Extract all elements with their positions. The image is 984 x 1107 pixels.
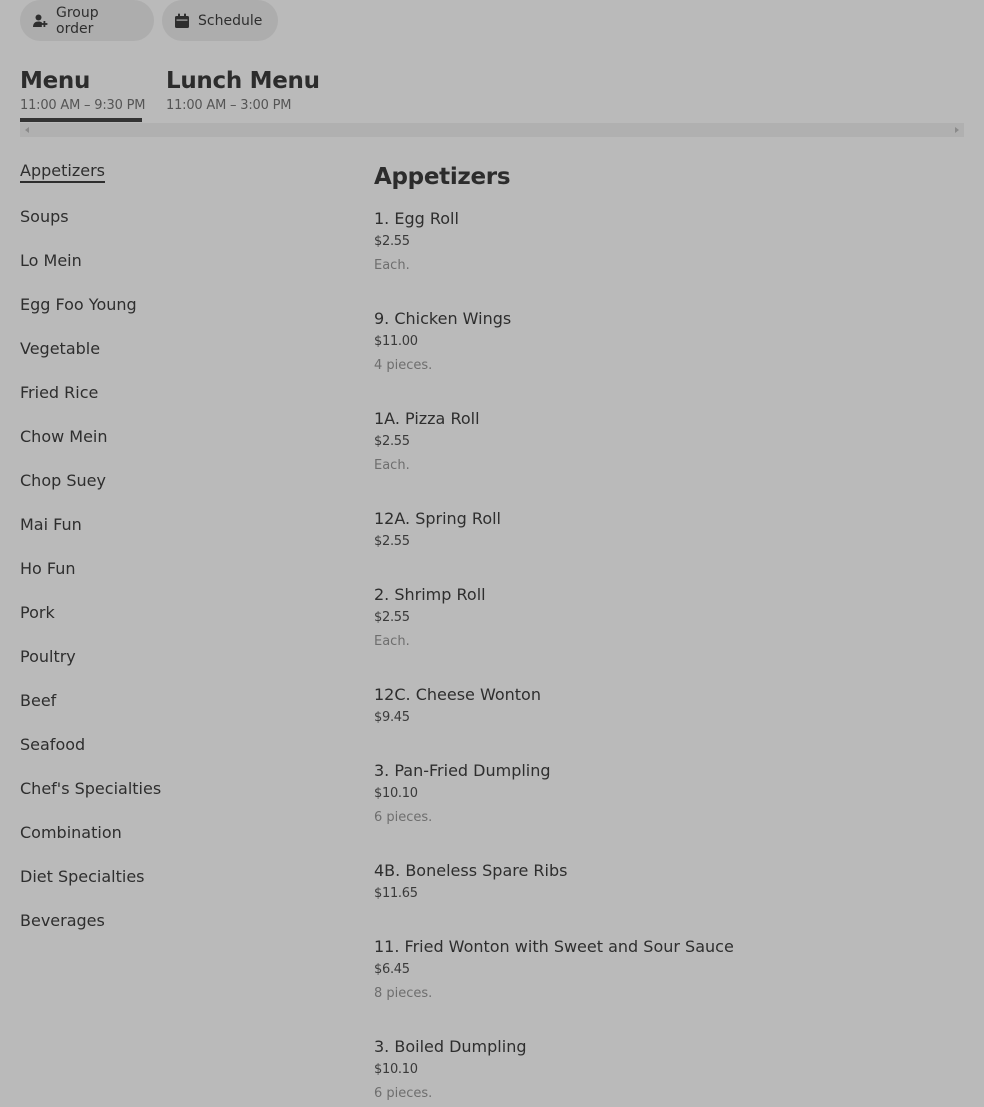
item-price: $2.55 — [374, 534, 410, 549]
item-name: 3. Boiled Dumpling — [374, 1037, 527, 1056]
sidebar-item-soups[interactable]: Soups — [20, 207, 69, 226]
item-description: Each. — [374, 258, 410, 273]
item-name: 11. Fried Wonton with Sweet and Sour Sauce — [374, 937, 734, 956]
sidebar-item-diet-specialties[interactable]: Diet Specialties — [20, 867, 145, 886]
sidebar-item-beverages[interactable]: Beverages — [20, 911, 105, 930]
menu-item[interactable] — [374, 209, 459, 274]
item-price: $2.55 — [374, 610, 410, 625]
item-description: 8 pieces. — [374, 986, 433, 1001]
tab-menu-hours: 11:00 AM – 9:30 PM — [20, 98, 146, 113]
group-order-button[interactable] — [20, 0, 154, 41]
horizontal-scrollbar[interactable] — [20, 123, 964, 137]
sidebar-item-ho-fun[interactable]: Ho Fun — [20, 559, 76, 578]
menu-item[interactable] — [374, 761, 551, 826]
sidebar-item-lo-mein[interactable]: Lo Mein — [20, 251, 82, 270]
item-name: 9. Chicken Wings — [374, 309, 512, 328]
schedule-label: Schedule — [198, 12, 263, 29]
item-price: $10.10 — [374, 786, 418, 801]
item-name: 4B. Boneless Spare Ribs — [374, 861, 568, 880]
tab-lunch-menu-title: Lunch Menu — [166, 68, 320, 94]
tab-lunch-menu[interactable] — [166, 66, 320, 114]
sidebar-item-mai-fun[interactable]: Mai Fun — [20, 515, 82, 534]
menu-item[interactable] — [374, 685, 541, 726]
group-order-label: Group order — [56, 4, 99, 37]
item-description: 6 pieces. — [374, 1086, 433, 1101]
menu-item[interactable] — [374, 585, 486, 650]
item-description: 4 pieces. — [374, 358, 433, 373]
scroll-right-icon[interactable] — [955, 127, 959, 133]
item-description: Each. — [374, 634, 410, 649]
item-name: 1. Egg Roll — [374, 209, 459, 228]
calendar-icon — [174, 13, 190, 29]
sidebar-item-pork[interactable]: Pork — [20, 603, 55, 622]
section-title: Appetizers — [374, 164, 511, 190]
sidebar-item-poultry[interactable]: Poultry — [20, 647, 76, 666]
item-price: $10.10 — [374, 1062, 418, 1077]
sidebar-item-chefs-specialties[interactable]: Chef's Specialties — [20, 779, 162, 798]
sidebar-item-chop-suey[interactable]: Chop Suey — [20, 471, 106, 490]
sidebar-item-seafood[interactable]: Seafood — [20, 735, 86, 754]
item-name: 12C. Cheese Wonton — [374, 685, 541, 704]
item-price: $9.45 — [374, 710, 410, 725]
menu-item[interactable] — [374, 309, 511, 374]
item-name: 3. Pan-Fried Dumpling — [374, 761, 551, 780]
sidebar-item-chow-mein[interactable]: Chow Mein — [20, 427, 108, 446]
sidebar-item-beef[interactable]: Beef — [20, 691, 57, 710]
active-tab-indicator — [20, 118, 142, 122]
sidebar-item-egg-foo-young[interactable]: Egg Foo Young — [20, 295, 137, 314]
sidebar-item-fried-rice[interactable]: Fried Rice — [20, 383, 99, 402]
item-name: 1A. Pizza Roll — [374, 409, 480, 428]
item-description: Each. — [374, 458, 410, 473]
item-name: 12A. Spring Roll — [374, 509, 501, 528]
item-price: $11.65 — [374, 886, 418, 901]
item-price: $6.45 — [374, 962, 410, 977]
schedule-button[interactable] — [162, 0, 278, 41]
menu-item[interactable] — [374, 409, 480, 474]
menu-item[interactable] — [374, 861, 567, 902]
menu-item[interactable] — [374, 509, 501, 550]
menu-item[interactable] — [374, 1037, 526, 1102]
item-name: 2. Shrimp Roll — [374, 585, 486, 604]
tab-lunch-menu-hours: 11:00 AM – 3:00 PM — [166, 98, 292, 113]
sidebar-item-vegetable[interactable]: Vegetable — [20, 339, 101, 358]
tab-menu[interactable] — [20, 66, 145, 114]
item-price: $11.00 — [374, 334, 418, 349]
sidebar-item-appetizers[interactable]: Appetizers — [20, 161, 105, 180]
tab-menu-title: Menu — [20, 68, 91, 94]
item-price: $2.55 — [374, 434, 410, 449]
scroll-left-icon[interactable] — [25, 127, 29, 133]
sidebar-item-combination[interactable]: Combination — [20, 823, 122, 842]
item-price: $2.55 — [374, 234, 410, 249]
item-description: 6 pieces. — [374, 810, 433, 825]
menu-item[interactable] — [374, 937, 734, 1002]
add-person-icon — [32, 13, 48, 29]
